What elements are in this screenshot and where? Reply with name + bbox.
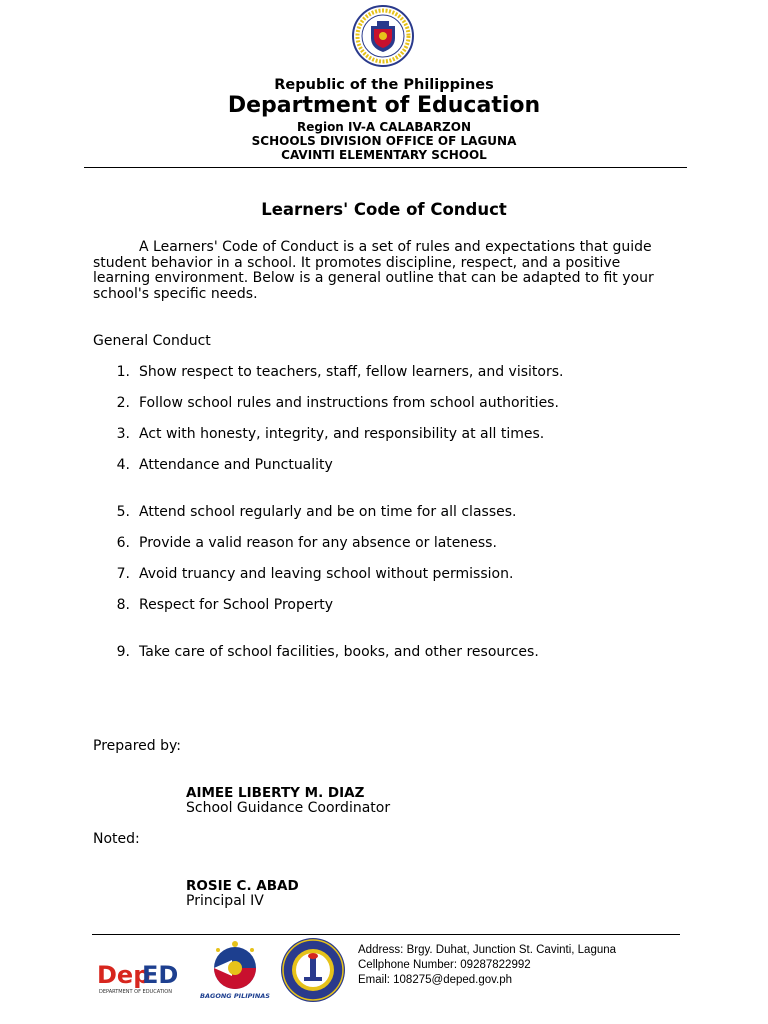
school-heading: CAVINTI ELEMENTARY SCHOOL xyxy=(281,148,487,162)
footer-email: Email: 108275@deped.gov.ph xyxy=(358,974,513,986)
list-item-text: Follow school rules and instructions from school authorities. xyxy=(139,395,559,411)
intro-paragraph: A Learners' Code of Conduct is a set of rules and expectations that guide student behavior in a school. It promotes discipline, respect, and a positive learning environment. Below is a general outline that can be adapted to fit your school's specific needs. xyxy=(93,239,654,302)
noter-name: ROSIE C. ABAD xyxy=(186,878,299,894)
list-item-text: Show respect to teachers, staff, fellow learners, and visitors. xyxy=(139,364,564,380)
republic-heading: Republic of the Philippines xyxy=(274,77,494,93)
list-item-number: 6. xyxy=(116,535,130,551)
list-item xyxy=(93,504,693,520)
svg-text:Dep: Dep xyxy=(97,961,151,989)
list-item xyxy=(93,597,693,613)
list-item-number: 2. xyxy=(116,395,130,411)
list-item-text: Attend school regularly and be on time for all classes. xyxy=(139,504,517,520)
document-title: Learners' Code of Conduct xyxy=(261,200,507,219)
list-item-number: 4. xyxy=(116,457,130,473)
list-item xyxy=(93,426,693,442)
deped-logo-icon xyxy=(95,952,181,998)
list-item-text: Avoid truancy and leaving school without permission. xyxy=(139,566,514,582)
svg-text:DEPARTMENT OF EDUCATION: DEPARTMENT OF EDUCATION xyxy=(99,989,172,995)
noter-title: Principal IV xyxy=(186,893,264,909)
svg-text:ED: ED xyxy=(142,961,179,989)
division-heading: SCHOOLS DIVISION OFFICE OF LAGUNA xyxy=(251,134,517,148)
preparer-title: School Guidance Coordinator xyxy=(186,800,391,816)
list-item-text: Take care of school facilities, books, and other resources. xyxy=(139,644,539,660)
list-item-text: Act with honesty, integrity, and responsibility at all times. xyxy=(139,426,545,442)
svg-text:BAGONG PILIPINAS: BAGONG PILIPINAS xyxy=(200,992,270,1000)
list-item-number: 8. xyxy=(116,597,130,613)
list-item-number: 3. xyxy=(116,426,130,442)
school-seal-icon xyxy=(277,937,349,1003)
list-item-number: 5. xyxy=(116,504,130,520)
list-item-number: 1. xyxy=(116,364,130,380)
list-item xyxy=(93,535,693,551)
list-item xyxy=(93,364,693,380)
footer-divider xyxy=(92,934,680,935)
bagong-pilipinas-logo-icon xyxy=(198,938,272,1002)
deped-seal-icon xyxy=(347,4,419,68)
list-item-text: Provide a valid reason for any absence or lateness. xyxy=(139,535,497,551)
prepared-by-label: Prepared by: xyxy=(93,738,181,754)
list-item xyxy=(93,395,693,411)
list-item xyxy=(93,457,693,473)
footer-phone: Cellphone Number: 09287822992 xyxy=(358,959,531,971)
header-divider xyxy=(84,167,687,168)
noted-label: Noted: xyxy=(93,831,140,847)
list-item-number: 9. xyxy=(116,644,130,660)
list-item-number: 7. xyxy=(116,566,130,582)
section-heading: General Conduct xyxy=(93,333,211,349)
list-item xyxy=(93,644,693,660)
preparer-name: AIMEE LIBERTY M. DIAZ xyxy=(186,785,365,801)
list-item-text: Respect for School Property xyxy=(139,597,334,613)
region-heading: Region IV-A CALABARZON xyxy=(296,120,472,134)
list-item-text: Attendance and Punctuality xyxy=(139,457,333,473)
department-heading: Department of Education xyxy=(227,93,541,118)
footer-address: Address: Brgy. Duhat, Junction St. Cavinti, Laguna xyxy=(358,944,617,956)
list-item xyxy=(93,566,693,582)
